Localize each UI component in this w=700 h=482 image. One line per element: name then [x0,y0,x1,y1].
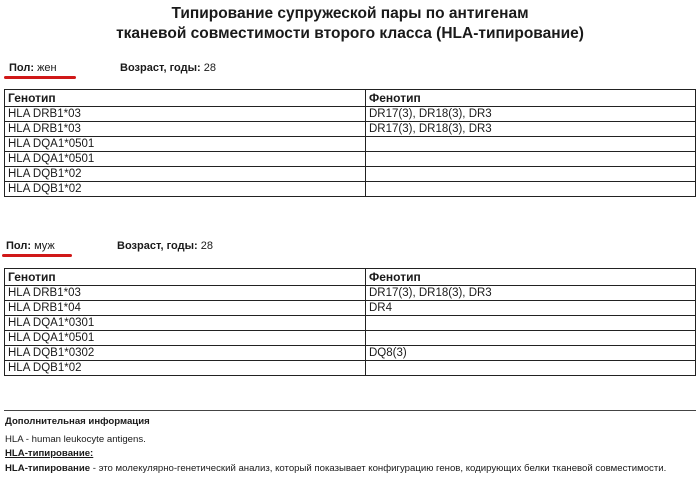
title-line-2: тканевой совместимости второго класса (HLA-типирование) [116,25,584,42]
phenotype-header: Фенотип [366,269,696,286]
table-row [5,182,696,197]
age-value: 28 [200,240,213,252]
age-field-male [117,240,213,252]
table-row [5,316,696,331]
phenotype-header: Фенотип [366,90,696,107]
divider [4,410,696,411]
age-label: Возраст, годы: [120,62,201,74]
table-row [5,331,696,346]
table-row [5,107,696,122]
table-row [5,346,696,361]
info-line-3 [5,463,666,474]
phenotype-cell: DR17(3), DR18(3), DR3 [366,107,696,122]
table-row [5,286,696,301]
table-row [5,301,696,316]
genotype-cell: HLA DQA1*0501 [5,152,366,167]
red-underline [4,76,76,79]
hla-table-female [4,89,696,197]
genotype-header: Генотип [5,90,366,107]
genotype-cell: HLA DQA1*0301 [5,316,366,331]
info-line-1: HLA - human leukocyte antigens. [5,434,146,445]
sex-value: жен [37,62,57,74]
genotype-cell: HLA DQB1*02 [5,361,366,376]
phenotype-cell [366,361,696,376]
genotype-cell: HLA DQB1*0302 [5,346,366,361]
genotype-cell: HLA DRB1*03 [5,286,366,301]
age-field-female [120,62,216,74]
sex-field-female [9,62,57,74]
table-header-row [5,90,696,107]
table-row [5,361,696,376]
genotype-cell: HLA DRB1*04 [5,301,366,316]
table-row [5,152,696,167]
hla-table-male [4,268,696,376]
phenotype-cell: DR4 [366,301,696,316]
info-line-3-text: - это молекулярно-генетический анализ, который показывает конфигурацию генов, кодирующих белки тканевой совместимости. [90,463,667,474]
info-line-2 [5,448,93,459]
phenotype-cell [366,331,696,346]
phenotype-cell [366,137,696,152]
genotype-cell: HLA DQA1*0501 [5,331,366,346]
genotype-cell: HLA DQA1*0501 [5,137,366,152]
phenotype-cell: DQ8(3) [366,346,696,361]
phenotype-cell [366,316,696,331]
age-value: 28 [203,62,216,74]
genotype-cell: HLA DRB1*03 [5,107,366,122]
phenotype-cell [366,152,696,167]
sex-label: Пол: [9,62,35,74]
info-heading-text: Дополнительная информация [5,416,150,427]
phenotype-cell: DR17(3), DR18(3), DR3 [366,286,696,301]
table-row [5,137,696,152]
info-line-3-term: HLA-типирование [5,463,91,474]
phenotype-cell [366,167,696,182]
info-line-2-heading: HLA-типирование: [5,448,94,459]
document-title [0,4,700,44]
genotype-cell: HLA DQB1*02 [5,167,366,182]
genotype-cell: HLA DQB1*02 [5,182,366,197]
table-row [5,122,696,137]
title-line-1: Типирование супружеской пары по антигенам [171,5,529,22]
sex-label: Пол: [6,240,32,252]
info-heading [5,416,150,427]
table-row [5,167,696,182]
red-underline [2,254,72,257]
genotype-header: Генотип [5,269,366,286]
sex-field-male [6,240,55,252]
sex-value: муж [34,240,55,252]
phenotype-cell [366,182,696,197]
phenotype-cell: DR17(3), DR18(3), DR3 [366,122,696,137]
age-label: Возраст, годы: [117,240,198,252]
table-header-row [5,269,696,286]
genotype-cell: HLA DRB1*03 [5,122,366,137]
